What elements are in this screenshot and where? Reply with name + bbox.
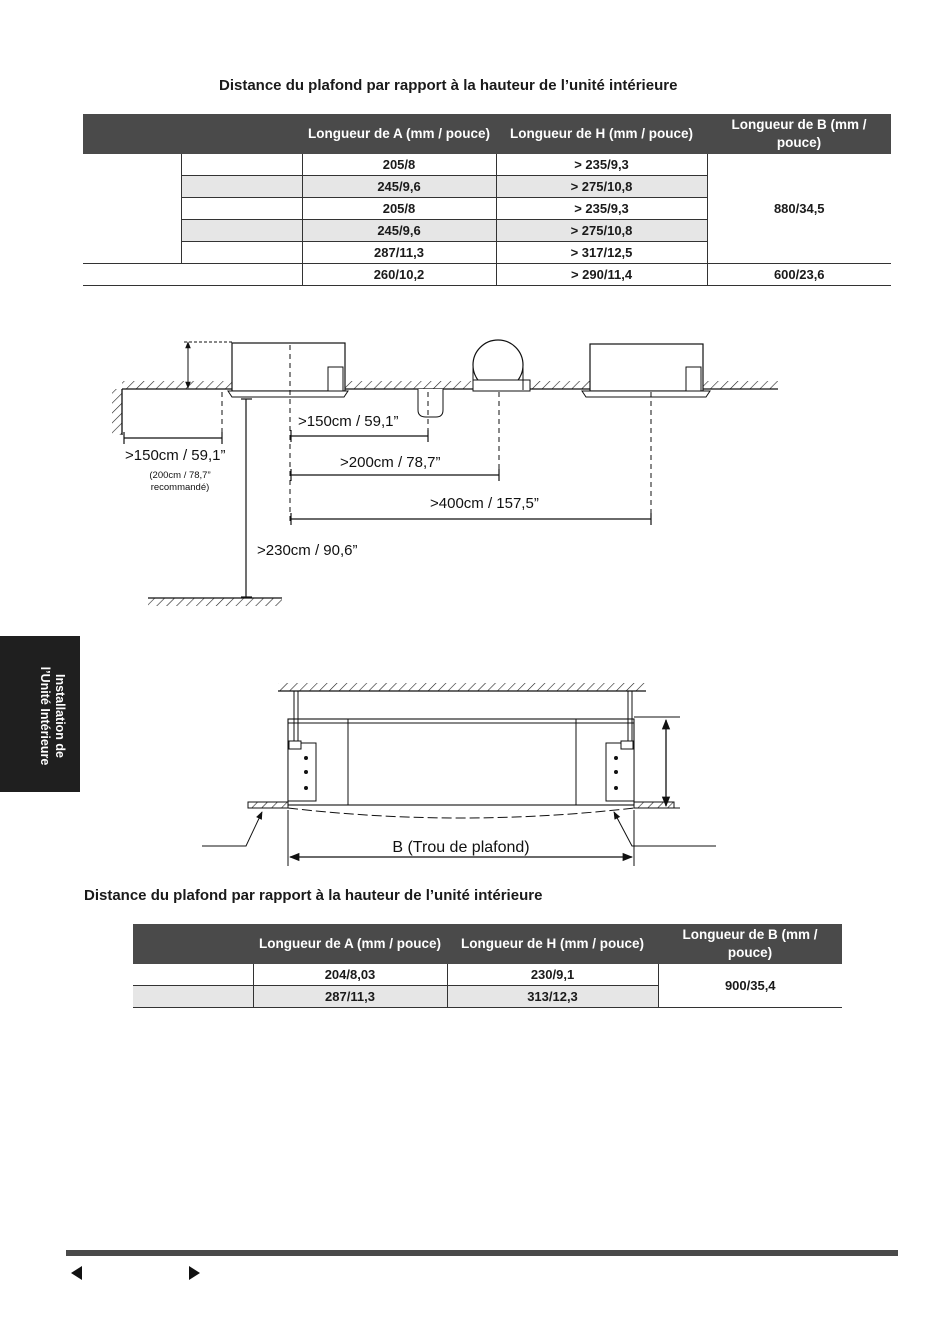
table-header-row xyxy=(133,924,842,964)
floor-hatch xyxy=(148,598,282,606)
ceiling-board-left xyxy=(248,802,288,808)
table-row xyxy=(83,154,891,176)
bracket-left xyxy=(288,741,316,801)
header-a: Longueur de A (mm / pouce) xyxy=(253,924,447,964)
arrow-left-icon[interactable] xyxy=(71,1266,82,1280)
dim-label-wall: >150cm / 59,1” xyxy=(125,447,226,464)
dim-note-1: (200cm / 78,7” xyxy=(149,470,211,481)
cell-b: 900/35,4 xyxy=(658,964,842,1008)
cell-h: > 275/10,8 xyxy=(496,176,707,198)
section2-title: Distance du plafond par rapport à la hauteur de l’unité intérieure xyxy=(84,887,543,904)
header-a: Longueur de A (mm / pouce) xyxy=(302,114,496,154)
footer-bar xyxy=(66,1250,898,1256)
cell-h: 313/12,3 xyxy=(447,986,658,1008)
indoor-unit-2 xyxy=(582,344,710,397)
table-row xyxy=(133,964,842,986)
cell-a: 287/11,3 xyxy=(253,986,447,1008)
cell-a: 260/10,2 xyxy=(302,264,496,286)
bracket-right xyxy=(606,741,634,801)
cell-b: 880/34,5 xyxy=(707,154,891,264)
light-fixture xyxy=(473,340,530,391)
clearance-diagram xyxy=(0,320,950,620)
cell-a: 205/8 xyxy=(302,198,496,220)
side-tab-line-2: l’Unité Intérieure xyxy=(38,666,52,766)
cell-b: 600/23,6 xyxy=(707,264,891,286)
indoor-unit-body xyxy=(288,719,634,805)
spec-table-2 xyxy=(133,924,842,1008)
cell-a: 204/8,03 xyxy=(253,964,447,986)
cell-h: > 317/12,5 xyxy=(496,242,707,264)
cell-h: > 235/9,3 xyxy=(496,154,707,176)
obstacle-shape xyxy=(418,389,443,417)
spec-table-1 xyxy=(83,114,891,286)
header-h: Longueur de H (mm / pouce) xyxy=(496,114,707,154)
side-tab-label xyxy=(37,646,67,786)
cell-a: 205/8 xyxy=(302,154,496,176)
cell-a: 245/9,6 xyxy=(302,220,496,242)
cell-a: 245/9,6 xyxy=(302,176,496,198)
slab-hatch xyxy=(278,683,646,691)
cell-h: > 275/10,8 xyxy=(496,220,707,242)
section1-title: Distance du plafond par rapport à la hauteur de l’unité intérieure xyxy=(219,77,678,94)
wall-hatch xyxy=(112,389,122,435)
arrow-right-icon[interactable] xyxy=(189,1266,200,1280)
ceiling-board-right xyxy=(634,802,674,808)
ceiling-hole-diagram xyxy=(0,675,950,870)
header-b: Longueur de B (mm / pouce) xyxy=(658,924,842,964)
cell-h: 230/9,1 xyxy=(447,964,658,986)
label-ceiling-hole: B (Trou de plafond) xyxy=(392,839,530,856)
cell-h: > 235/9,3 xyxy=(496,198,707,220)
dim-note-2: recommandé) xyxy=(150,482,210,493)
header-b: Longueur de B (mm / pouce) xyxy=(707,114,891,154)
header-h: Longueur de H (mm / pouce) xyxy=(447,924,658,964)
dim-label-150: >150cm / 59,1” xyxy=(298,413,399,430)
section-side-tab xyxy=(0,636,80,792)
cell-a: 287/11,3 xyxy=(302,242,496,264)
dim-label-400: >400cm / 157,5” xyxy=(430,495,539,512)
table-row xyxy=(83,264,891,286)
table-header-row xyxy=(83,114,891,154)
cell-h: > 290/11,4 xyxy=(496,264,707,286)
dim-label-200: >200cm / 78,7” xyxy=(340,454,441,471)
dim-label-230: >230cm / 90,6” xyxy=(257,542,358,559)
side-tab-line-1: Installation de xyxy=(53,673,67,759)
indoor-unit-1 xyxy=(228,343,348,397)
